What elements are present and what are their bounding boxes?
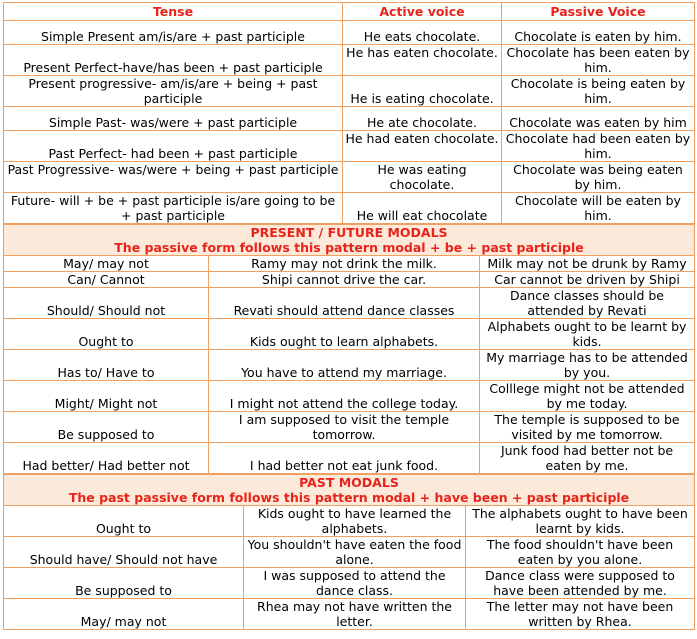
header-tense: Tense [4,3,343,21]
past-modals-subtitle: The past passive form follows this pattern modal + have been + past participle [68,490,630,505]
present-modals-title: PRESENT / FUTURE MODALS [250,225,448,240]
active-cell: He has eaten chocolate. [343,45,502,76]
table-row [4,350,695,381]
passive-cell: The temple is supposed to be visited by me tomorrow. [480,412,695,443]
header-passive-voice: Passive Voice [502,3,695,21]
table-row [4,537,695,568]
past-modals-heading [4,475,695,506]
passive-cell: The food shouldn't have been eaten by you alone. [466,537,695,568]
passive-cell: Chocolate was eaten by him [502,107,695,131]
passive-cell: Chocolate is eaten by him. [502,21,695,45]
modal-cell: Might/ Might not [4,381,209,412]
tense-cell: Simple Present am/is/are + past participle [4,21,343,45]
passive-cell: Chocolate will be eaten by him. [502,193,695,224]
header-active-voice: Active voice [343,3,502,21]
table-row [4,381,695,412]
present-modals-heading [4,225,695,256]
tense-cell: Present Perfect-have/has been + past participle [4,45,343,76]
table-row [4,193,695,224]
past-modals-heading-row [4,475,695,506]
tense-cell: Present progressive- am/is/are + being + past participle [4,76,343,107]
tenses-header-row [4,3,695,21]
modal-cell: Has to/ Have to [4,350,209,381]
passive-cell: Dance class were supposed to have been attended by me. [466,568,695,599]
table-row [4,443,695,474]
active-cell: Shipi cannot drive the car. [209,272,480,288]
modal-cell: May/ may not [4,599,244,630]
table-row [4,21,695,45]
modal-cell: Can/ Cannot [4,272,209,288]
table-row [4,76,695,107]
passive-cell: Dance classes should be attended by Revati [480,288,695,319]
table-row [4,568,695,599]
tenses-table [3,2,695,224]
table-row [4,599,695,630]
active-cell: I am supposed to visit the temple tomorrow. [209,412,480,443]
active-cell: Kids ought to have learned the alphabets. [244,506,466,537]
passive-cell: Chocolate had been eaten by him. [502,131,695,162]
present-modals-heading-row [4,225,695,256]
modal-cell: Be supposed to [4,568,244,599]
active-cell: You have to attend my marriage. [209,350,480,381]
table-row [4,107,695,131]
passive-cell: Alphabets ought to be learnt by kids. [480,319,695,350]
passive-cell: Car cannot be driven by Shipi [480,272,695,288]
active-cell: He ate chocolate. [343,107,502,131]
present-modals-table [3,224,695,474]
modal-cell: Should/ Should not [4,288,209,319]
table-row [4,319,695,350]
active-cell: Rhea may not have written the letter. [244,599,466,630]
passive-cell: Chocolate has been eaten by him. [502,45,695,76]
active-cell: I had better not eat junk food. [209,443,480,474]
passive-cell: Chocolate was being eaten by him. [502,162,695,193]
table-row [4,506,695,537]
active-cell: He was eating chocolate. [343,162,502,193]
modal-cell: Be supposed to [4,412,209,443]
tense-cell: Past Perfect- had been + past participle [4,131,343,162]
tense-cell: Future- will + be + past participle is/are going to be + past participle [4,193,343,224]
passive-cell: My marriage has to be attended by you. [480,350,695,381]
passive-cell: Milk may not be drunk by Ramy [480,256,695,272]
table-row [4,272,695,288]
modal-cell: Had better/ Had better not [4,443,209,474]
present-modals-subtitle: The passive form follows this pattern modal + be + past participle [114,240,584,255]
modal-cell: Should have/ Should not have [4,537,244,568]
active-cell: Ramy may not drink the milk. [209,256,480,272]
table-row [4,162,695,193]
passive-cell: Junk food had better not be eaten by me. [480,443,695,474]
active-cell: Kids ought to learn alphabets. [209,319,480,350]
active-cell: I might not attend the college today. [209,381,480,412]
passive-cell: The alphabets ought to have been learnt by kids. [466,506,695,537]
table-row [4,412,695,443]
modal-cell: Ought to [4,319,209,350]
active-cell: I was supposed to attend the dance class. [244,568,466,599]
active-cell: He is eating chocolate. [343,76,502,107]
table-row [4,256,695,272]
table-row [4,45,695,76]
active-cell: Revati should attend dance classes [209,288,480,319]
passive-cell: Chocolate is being eaten by him. [502,76,695,107]
modal-cell: May/ may not [4,256,209,272]
voice-reference-sheet [3,2,694,630]
past-modals-table [3,474,695,630]
table-row [4,288,695,319]
active-cell: You shouldn't have eaten the food alone. [244,537,466,568]
active-cell: He eats chocolate. [343,21,502,45]
past-modals-title: PAST MODALS [299,475,399,490]
table-row [4,131,695,162]
active-cell: He had eaten chocolate. [343,131,502,162]
passive-cell: The letter may not have been written by Rhea. [466,599,695,630]
active-cell: He will eat chocolate [343,193,502,224]
modal-cell: Ought to [4,506,244,537]
passive-cell: Colllege might not be attended by me today. [480,381,695,412]
tense-cell: Simple Past- was/were + past participle [4,107,343,131]
tense-cell: Past Progressive- was/were + being + past participle [4,162,343,193]
